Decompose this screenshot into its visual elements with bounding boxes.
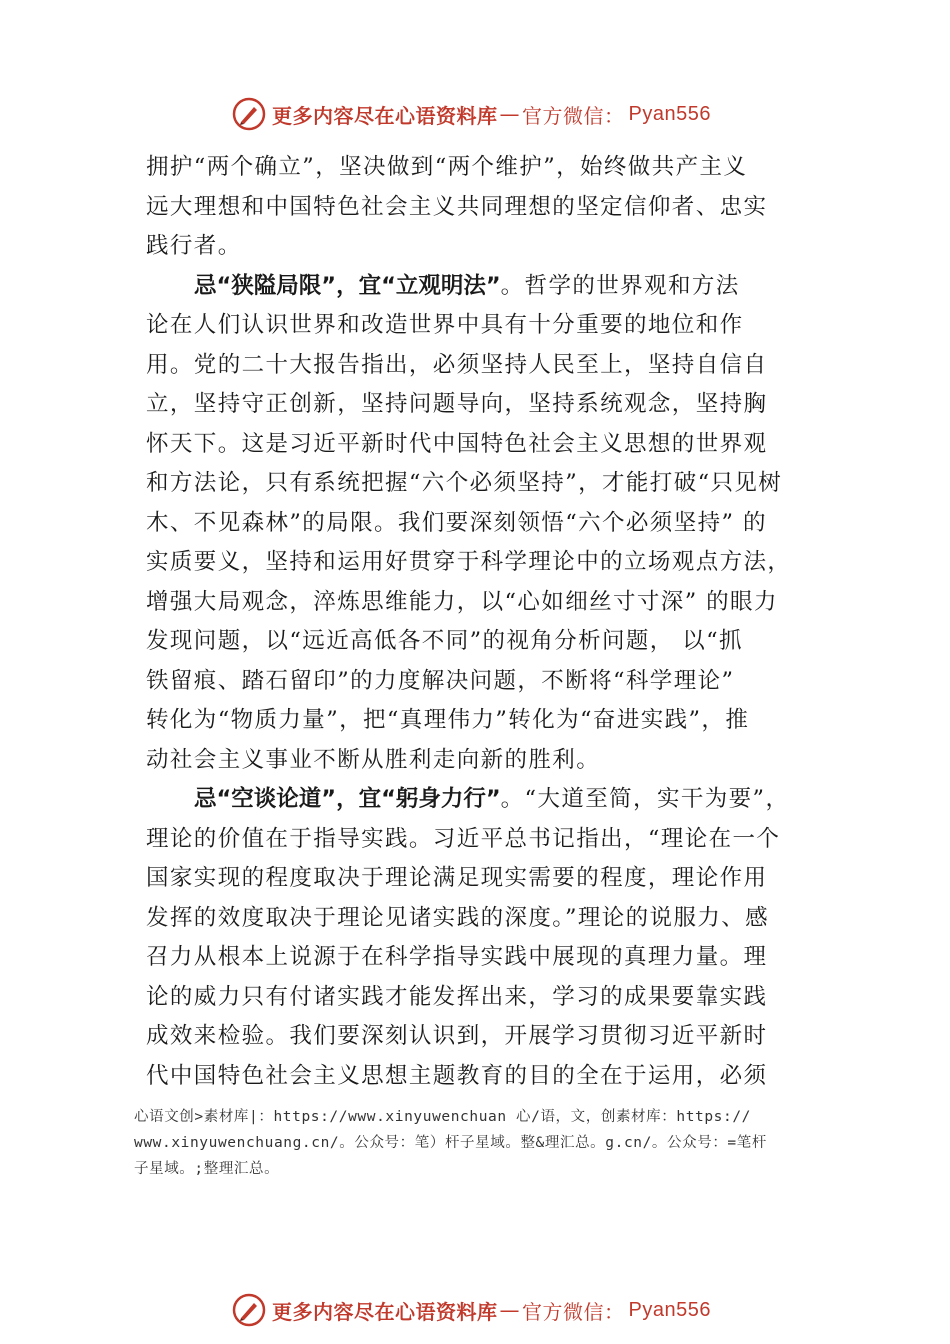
- pen-circle-logo-icon: [232, 1293, 266, 1327]
- body-line: 成效来检验。我们要深刻认识到，开展学习贯彻习近平新时: [146, 1023, 768, 1049]
- header-account: Pyan556: [628, 102, 711, 125]
- section-lead: 忌“空谈论道”，宜“躬身力行”: [194, 786, 501, 812]
- body-line: 论在人们认识世界和改造世界中具有十分重要的地位和作: [146, 312, 744, 338]
- body-line: 理论的价值在于指导实践。习近平总书记指出，“理论在一个: [146, 825, 781, 852]
- footer-promo-text: 更多内容尽在心语资料库: [272, 1299, 498, 1324]
- header-separator: —: [499, 102, 520, 126]
- footer-separator: —: [499, 1298, 520, 1322]
- section-heading-line: 忌“狭隘局限”，宜“立观明法”。哲学的世界观和方法: [194, 272, 740, 299]
- footnote-line: 子星域。;整理汇总。: [134, 1161, 280, 1177]
- body-line: 实质要义，坚持和运用好贯穿于科学理论中的立场观点方法，: [146, 549, 792, 575]
- body-line: 拥护“两个确立”，坚决做到“两个维护”，始终做共产主义: [146, 154, 748, 180]
- document-body: [146, 148, 822, 1096]
- footnote: [134, 1104, 834, 1182]
- section-heading-line: 忌“空谈论道”，宜“躬身力行”。“大道至简，实干为要”，: [194, 786, 790, 812]
- body-line: 铁留痕、踏石留印”的力度解决问题，不断将“科学理论”: [146, 667, 735, 694]
- body-line: 召力从根本上说源于在科学指导实践中展现的真理力量。理: [146, 944, 768, 970]
- footer-wechat-label: 官方微信：: [522, 1299, 625, 1324]
- header-promo-text: 更多内容尽在心语资料库: [272, 103, 498, 128]
- footer-account: Pyan556: [628, 1298, 711, 1321]
- body-line: 论的威力只有付诸实践才能发挥出来，学习的成果要靠实践: [146, 983, 768, 1010]
- body-line: 用。党的二十大报告指出，必须坚持人民至上，坚持自信自: [146, 351, 768, 378]
- pen-circle-logo-icon: [232, 97, 266, 131]
- body-line: 远大理想和中国特色社会主义共同理想的坚定信仰者、忠实: [146, 193, 768, 220]
- body-line: 和方法论，只有系统把握“六个必须坚持”，才能打破“只见树: [146, 470, 783, 496]
- section-lead: 忌“狭隘局限”，宜“立观明法”: [194, 272, 501, 299]
- body-line: 木、不见森林”的局限。我们要深刻领悟“六个必须坚持” 的: [146, 509, 767, 536]
- body-line: 发现问题，以“远近高低各不同”的视角分析问题， 以“抓: [146, 628, 743, 654]
- body-line: 践行者。: [146, 233, 242, 259]
- body-line: 怀天下。这是习近平新时代中国特色社会主义思想的世界观: [146, 430, 768, 457]
- header-wechat-label: 官方微信：: [522, 103, 625, 128]
- body-line: 国家实现的程度取决于理论满足现实需要的程度，理论作用: [146, 865, 768, 891]
- footer-banner: [232, 1290, 711, 1330]
- body-line: 增强大局观念，淬炼思维能力，以“心如细丝寸寸深” 的眼力: [146, 588, 778, 615]
- body-line: 立，坚持守正创新，坚持问题导向，坚持系统观念，坚持胸: [146, 391, 768, 417]
- footnote-line: 心语文创>素材库|：https://www.xinyuwenchuan 心/语，文，创素材库：https://: [134, 1109, 751, 1125]
- body-line: 动社会主义事业不断从胜利走向新的胜利。: [146, 746, 601, 773]
- body-line: 发挥的效度取决于理论见诸实践的深度。”理论的说服力、感: [146, 904, 770, 931]
- header-banner: [232, 94, 711, 134]
- body-line: 代中国特色社会主义思想主题教育的目的全在于运用，必须: [146, 1062, 768, 1089]
- footnote-line: www.xinyuwenchuang.cn/。公众号：笔）杆子星域。整&理汇总。g.cn/。公众号：=笔杆: [134, 1135, 767, 1151]
- body-line: 转化为“物质力量”，把“真理伟力”转化为“奋进实践”，推: [146, 707, 750, 733]
